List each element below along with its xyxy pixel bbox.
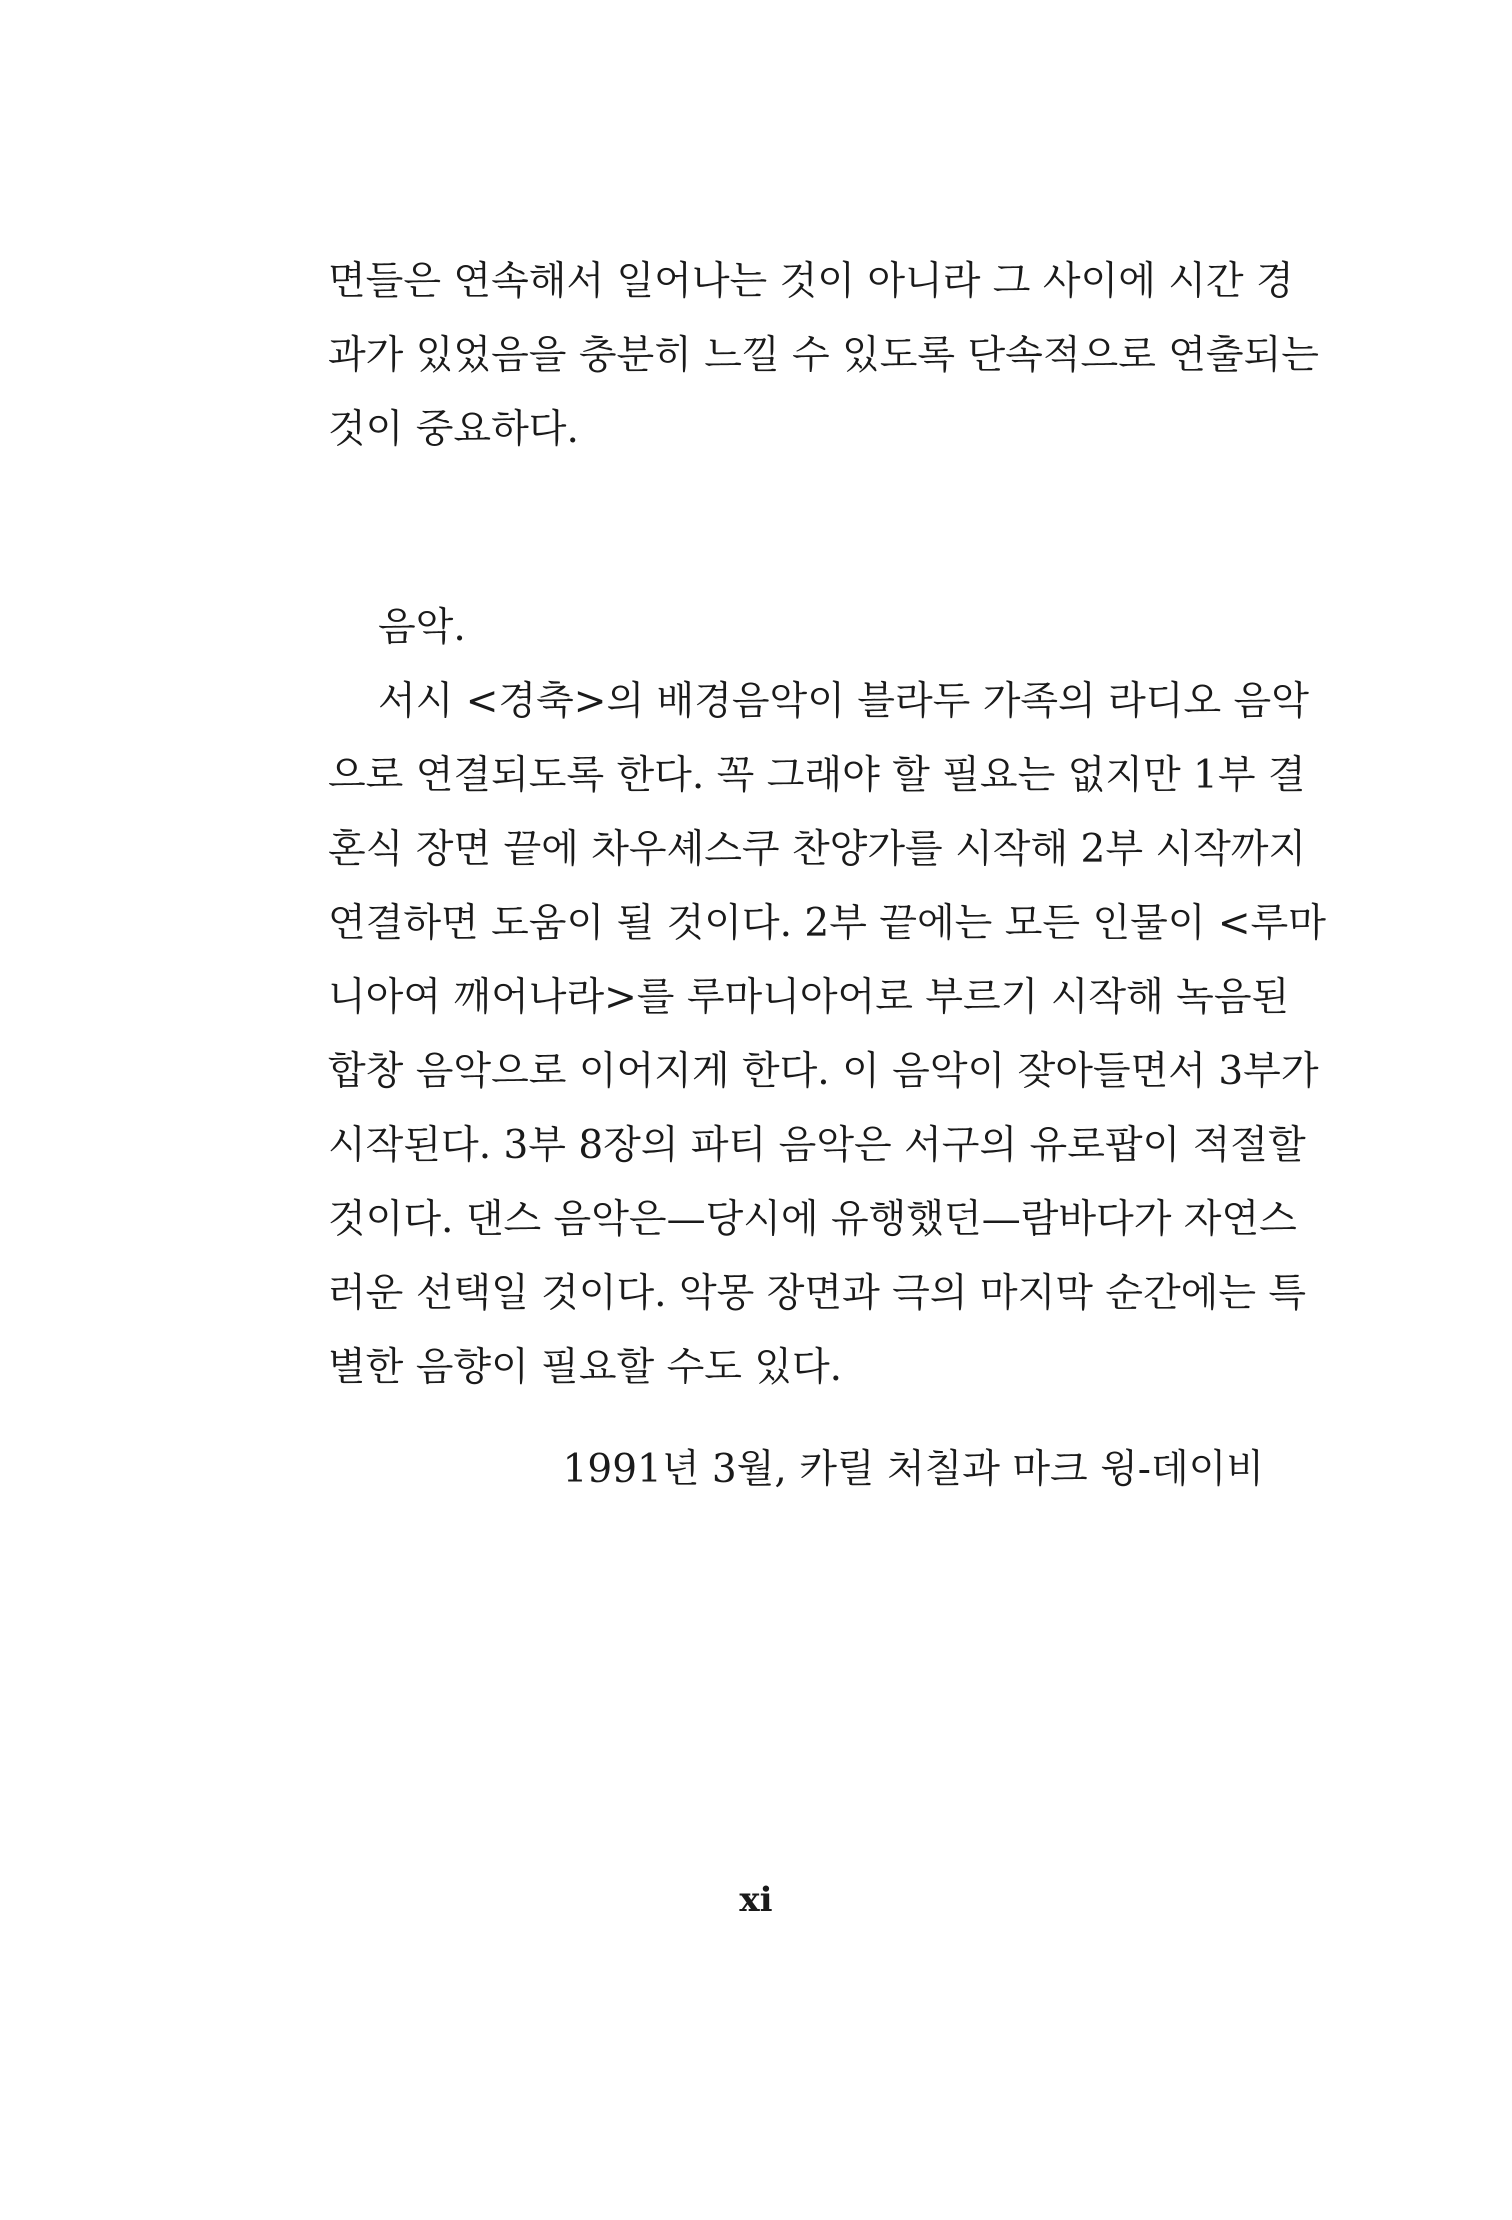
text-line: 합창 음악으로 이어지게 한다. 이 음악이 잦아들면서 3부가 xyxy=(328,1049,1319,1094)
text-line: 별한 음향이 필요할 수도 있다. xyxy=(328,1345,843,1390)
text-line: 면들은 연속해서 일어나는 것이 아니라 그 사이에 시간 경 xyxy=(328,259,1294,304)
text-line: 서시 <경축>의 배경음악이 블라두 가족의 라디오 음악 xyxy=(378,679,1309,724)
text-line: 러운 선택일 것이다. 악몽 장면과 극의 마지막 순간에는 특 xyxy=(328,1271,1307,1316)
text-line: 과가 있었음을 충분히 느낄 수 있도록 단속적으로 연출되는 xyxy=(328,333,1319,378)
paragraph xyxy=(328,245,1319,467)
text-line: 니아여 깨어나라>를 루마니아어로 부르기 시작해 녹음된 xyxy=(328,975,1290,1020)
text-line: 것이다. 댄스 음악은—당시에 유행했던—람바다가 자연스 xyxy=(328,1197,1297,1242)
paragraph xyxy=(328,665,1326,1405)
paragraph-spacer xyxy=(328,467,1264,591)
text-line: 혼식 장면 끝에 차우셰스쿠 찬양가를 시작해 2부 시작까지 xyxy=(328,827,1307,872)
text-line: 으로 연결되도록 한다. 꼭 그래야 할 필요는 없지만 1부 결 xyxy=(328,753,1306,798)
page-number: xi xyxy=(739,1880,773,1920)
section-heading: 음악. xyxy=(378,605,466,650)
main-text-block xyxy=(328,245,1326,1405)
text-line: 것이 중요하다. xyxy=(328,407,579,452)
text-line: 연결하면 도움이 될 것이다. 2부 끝에는 모든 인물이 <루마 xyxy=(328,901,1326,946)
author-signature: 1991년 3월, 카릴 처칠과 마크 윙-데이비 xyxy=(562,1447,1264,1492)
text-line: 시작된다. 3부 8장의 파티 음악은 서구의 유로팝이 적절할 xyxy=(328,1123,1306,1168)
